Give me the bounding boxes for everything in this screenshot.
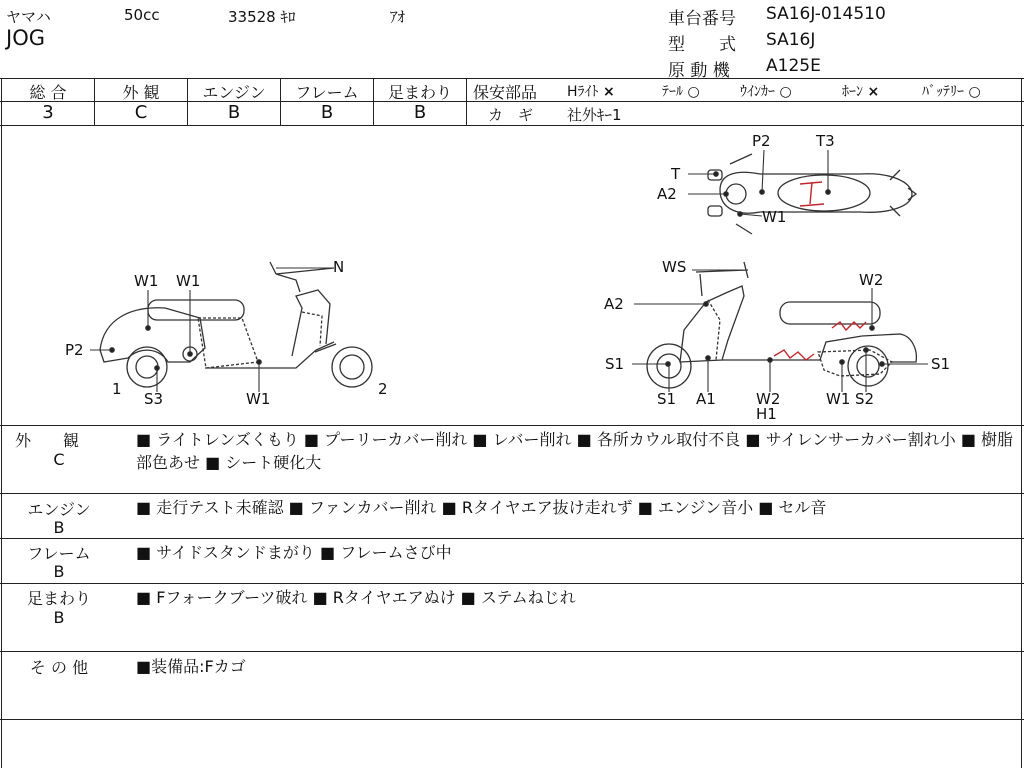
section-grade: B bbox=[53, 608, 65, 627]
safety-item-mark: ○ bbox=[779, 84, 792, 100]
key-value: 社外ｷｰ1 bbox=[567, 106, 622, 124]
key-label: カ ギ bbox=[488, 106, 534, 124]
rule bbox=[0, 719, 1024, 720]
damage-marks bbox=[774, 182, 866, 360]
rule bbox=[0, 538, 1024, 539]
damage-diagram bbox=[0, 126, 1024, 424]
grade-value-engine: B bbox=[227, 102, 241, 123]
safety-item-mark: ○ bbox=[687, 84, 700, 100]
safety-item-name: ﾊﾞｯﾃﾘｰ bbox=[922, 84, 964, 100]
safety-item-tail bbox=[662, 81, 700, 101]
diagram-label: S3 bbox=[144, 390, 164, 408]
diagram-label: A2 bbox=[657, 185, 677, 203]
rule bbox=[0, 425, 1024, 426]
frame-number-value: SA16J-014510 bbox=[766, 4, 886, 24]
section-label: フレーム bbox=[27, 544, 91, 563]
diagram-label: A1 bbox=[696, 390, 716, 408]
diagram-label: S1 bbox=[605, 355, 625, 373]
rule bbox=[0, 651, 1024, 652]
diagram-label: W1 bbox=[246, 390, 271, 408]
safety-parts-label: 保安部品 bbox=[473, 83, 538, 102]
diagram-label: W1 bbox=[176, 272, 201, 290]
displacement: 50cc bbox=[124, 6, 160, 24]
rule bbox=[466, 101, 1024, 102]
grade-value-exterior: C bbox=[134, 102, 148, 123]
safety-item-mark: × bbox=[602, 84, 615, 100]
scooter-top-view bbox=[708, 154, 916, 234]
diagram-label: W2 bbox=[756, 390, 781, 408]
section-grade: C bbox=[53, 450, 65, 469]
grade-header-overall: 総 合 bbox=[29, 83, 67, 102]
section-text: ■装備品:Fカゴ bbox=[136, 657, 246, 676]
grade-value-frame: B bbox=[320, 102, 334, 123]
section-label: 足まわり bbox=[26, 589, 91, 608]
frame-number-label: 車台番号 bbox=[668, 9, 736, 29]
section-label: 外 観 bbox=[14, 431, 79, 450]
model-name: JOG bbox=[6, 26, 45, 50]
grade-value-overall: 3 bbox=[42, 102, 54, 123]
safety-item-name: ﾎｰﾝ bbox=[842, 84, 863, 100]
diagram-label: W1 bbox=[134, 272, 159, 290]
section-grade: B bbox=[53, 518, 65, 537]
rule bbox=[0, 78, 1024, 79]
section-label: そ の 他 bbox=[29, 658, 89, 677]
diagram-label: W2 bbox=[859, 271, 884, 289]
engine-model-label: 原 動 機 bbox=[668, 61, 730, 81]
safety-item-name: ﾃｰﾙ bbox=[662, 84, 683, 100]
grade-header-frame: フレーム bbox=[295, 83, 359, 102]
grade-header-exterior: 外 観 bbox=[122, 83, 160, 102]
diagram-label: W1 bbox=[762, 208, 787, 226]
diagram-label: 2 bbox=[378, 380, 388, 398]
diagram-label: T bbox=[671, 165, 681, 183]
section-text: ■ ライトレンズくもり ■ プーリーカバー削れ ■ レバー削れ ■ 各所カウル取付不良 ■ サイレンサーカバー割れ小 ■ 樹脂部色あせ ■ シート硬化大 bbox=[136, 430, 1014, 472]
model-type-label: 型 式 bbox=[668, 35, 736, 55]
section-grade: B bbox=[53, 562, 65, 581]
color: ｱｵ bbox=[390, 8, 406, 26]
diagram-label: P2 bbox=[65, 341, 84, 359]
section-label: エンジン bbox=[27, 500, 91, 519]
diagram-label: A2 bbox=[604, 295, 624, 313]
safety-item-name: ｳｲﾝｶｰ bbox=[740, 84, 775, 100]
safety-item-battery bbox=[922, 81, 981, 101]
rule bbox=[0, 493, 1024, 494]
engine-model-value: A125E bbox=[766, 56, 821, 76]
diagram-label: 1 bbox=[112, 380, 122, 398]
diagram-label: S2 bbox=[855, 390, 875, 408]
diagram-label: T3 bbox=[816, 132, 835, 150]
grade-header-suspension: 足まわり bbox=[387, 83, 452, 102]
safety-item-headlight bbox=[567, 81, 615, 101]
grade-header-engine: エンジン bbox=[202, 83, 266, 102]
diagram-label: S1 bbox=[657, 390, 677, 408]
diagram-label: S1 bbox=[931, 355, 951, 373]
rule bbox=[0, 583, 1024, 584]
rule bbox=[466, 78, 467, 125]
safety-item-name: Hﾗｲﾄ bbox=[567, 84, 599, 100]
safety-item-horn bbox=[842, 81, 879, 101]
diagram-label: N bbox=[333, 258, 345, 276]
maker: ヤマハ bbox=[6, 8, 51, 26]
diagram-label: P2 bbox=[752, 132, 771, 150]
model-type-value: SA16J bbox=[766, 30, 816, 50]
diagram-label: H1 bbox=[756, 405, 777, 423]
section-text: ■ 走行テスト未確認 ■ ファンカバー削れ ■ Rタイヤエア抜け走れず ■ エンジン音小 ■ セル音 bbox=[136, 498, 827, 517]
diagram-label: WS bbox=[662, 258, 687, 276]
section-text: ■ Fフォークブーツ破れ ■ Rタイヤエアぬけ ■ ステムねじれ bbox=[136, 588, 576, 607]
diagram-label: W1 bbox=[826, 390, 851, 408]
section-text: ■ サイドスタンドまがり ■ フレームさび中 bbox=[136, 543, 452, 562]
safety-item-winker bbox=[740, 81, 792, 101]
safety-item-mark: × bbox=[867, 84, 880, 100]
safety-item-mark: ○ bbox=[968, 84, 981, 100]
grade-value-suspension: B bbox=[413, 102, 427, 123]
mileage: 33528 ｷﾛ bbox=[228, 8, 296, 26]
